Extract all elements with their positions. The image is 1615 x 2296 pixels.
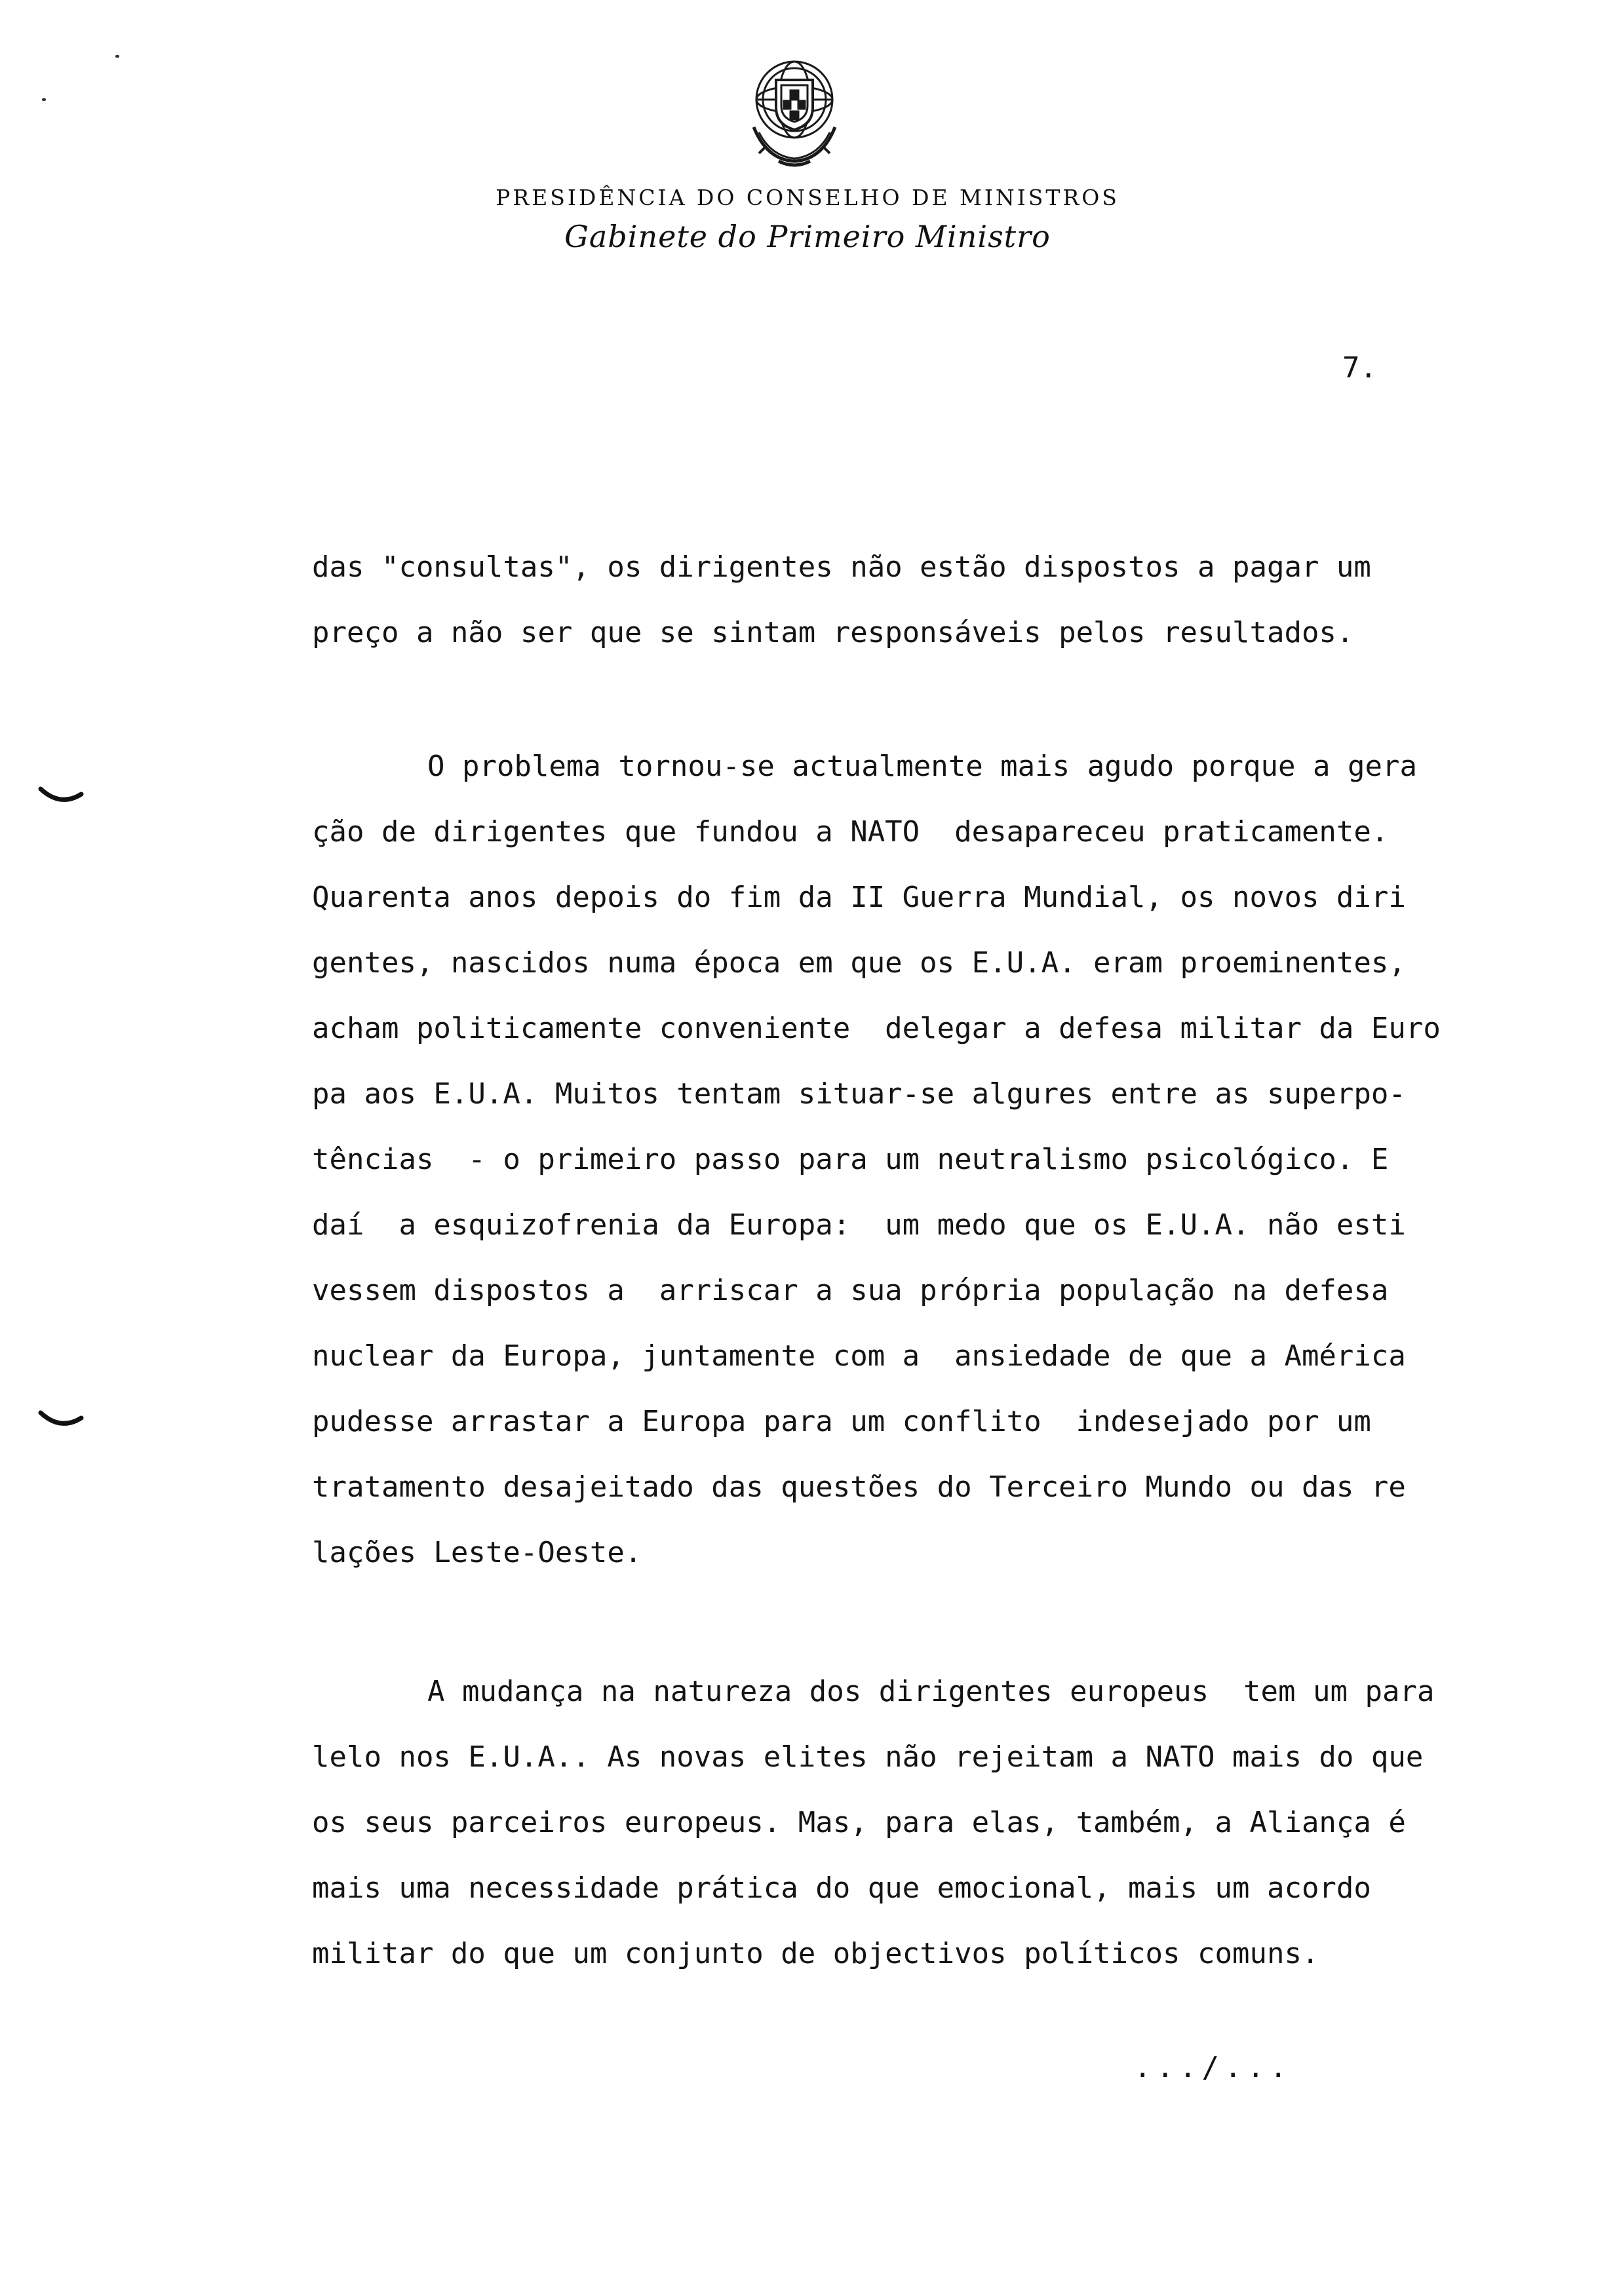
text-line: mais uma necessidade prática do que emocional, mais um acordo (312, 1871, 1371, 1905)
letterhead-cabinet: Gabinete do Primeiro Ministro (564, 219, 1051, 254)
paragraph-2 (312, 734, 1584, 1586)
punch-hole-mark (38, 786, 84, 806)
text-line: os seus parceiros europeus. Mas, para elas, também, a Aliança é (312, 1806, 1406, 1839)
text-line: A mudança na natureza dos dirigentes europeus tem um para (427, 1675, 1435, 1708)
text-line: ção de dirigentes que fundou a NATO desapareceu praticamente. (312, 815, 1389, 849)
text-line: gentes, nascidos numa época em que os E.U.A. eram proeminentes, (312, 946, 1406, 980)
text-line: preço a não ser que se sintam responsáveis pelos resultados. (312, 616, 1354, 649)
text-line: pa aos E.U.A. Muitos tentam situar-se algures entre as superpo- (312, 1077, 1406, 1111)
scan-speck (115, 55, 119, 58)
text-line: tências - o primeiro passo para um neutralismo psicológico. E (312, 1143, 1389, 1176)
text-line: tratamento desajeitado das questões do Terceiro Mundo ou das re (312, 1470, 1406, 1504)
text-line: vessem dispostos a arriscar a sua própria população na defesa (312, 1274, 1389, 1307)
scan-speck (42, 98, 46, 101)
text-line: militar do que um conjunto de objectivos políticos comuns. (312, 1937, 1319, 1970)
paragraph-3 (312, 1659, 1584, 1987)
text-line: das "consultas", os dirigentes não estão dispostos a pagar um (312, 550, 1371, 584)
text-line: acham politicamente conveniente delegar a defesa militar da Euro (312, 1012, 1441, 1045)
text-line: lelo nos E.U.A.. As novas elites não rejeitam a NATO mais do que (312, 1740, 1424, 1774)
continuation-marker: .../... (1134, 2051, 1293, 2084)
text-line: nuclear da Europa, juntamente com a ansiedade de que a América (312, 1339, 1406, 1373)
paragraph-1 (312, 535, 1584, 666)
text-line: pudesse arrastar a Europa para um conflito indesejado por um (312, 1405, 1371, 1438)
text-line: daí a esquizofrenia da Europa: um medo que os E.U.A. não esti (312, 1208, 1406, 1242)
text-line: lações Leste-Oeste. (312, 1536, 642, 1569)
text-line: Quarenta anos depois do fim da II Guerra Mundial, os novos diri (312, 881, 1406, 914)
punch-hole-mark (38, 1410, 84, 1430)
letterhead-office: PRESIDÊNCIA DO CONSELHO DE MINISTROS (496, 185, 1119, 210)
coat-of-arms-icon (739, 48, 849, 173)
text-line: O problema tornou-se actualmente mais agudo porque a gera (427, 750, 1417, 783)
page-number: 7. (1342, 351, 1377, 385)
